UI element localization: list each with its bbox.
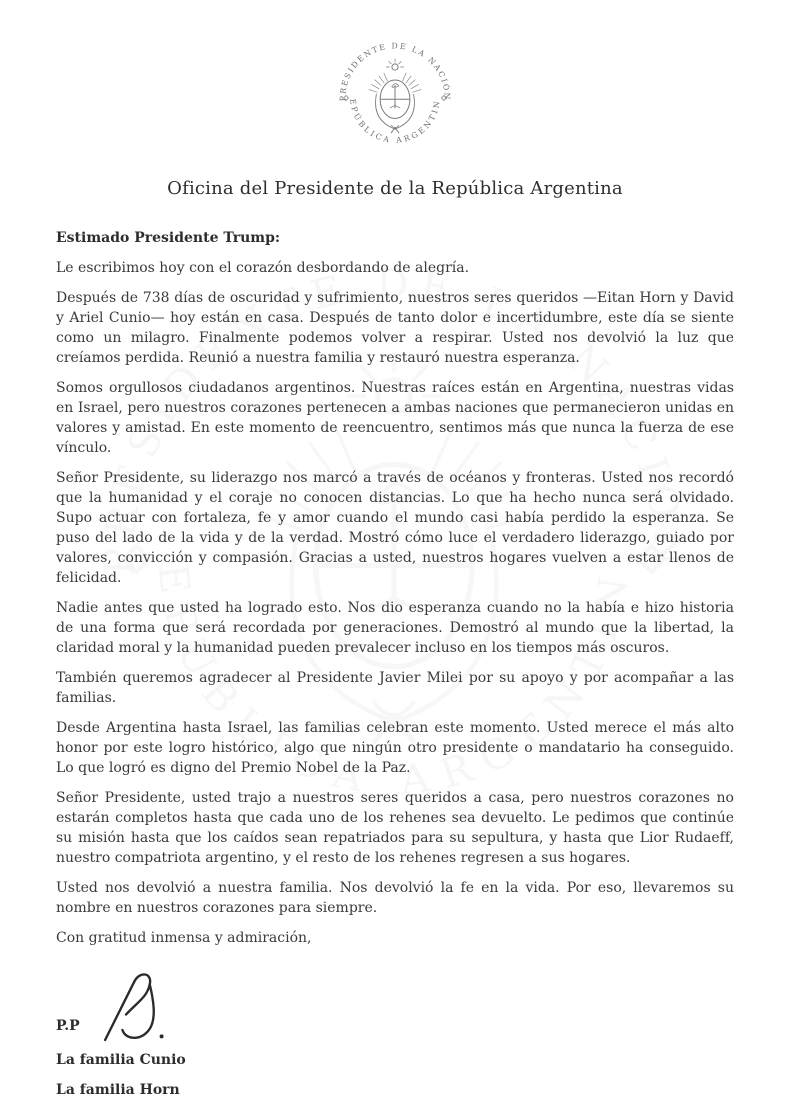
- paragraph-5: Nadie antes que usted ha logrado esto. Nos dio esperanza cuando no la había e hizo historia de una forma que será recordada por generaciones. Demostró al mundo que la libertad, la claridad moral y la humanidad pueden prevalecer incluso en los tiempos más oscuros.: [56, 600, 734, 656]
- salutation: Estimado Presidente Trump:: [56, 230, 281, 246]
- handwritten-signature: [96, 972, 178, 1046]
- family-name-horn: La familia Horn: [56, 1082, 180, 1098]
- letterhead: [0, 36, 790, 202]
- letter-body: [56, 228, 734, 1100]
- paragraph-6: También queremos agradecer al Presidente Javier Milei por su apoyo y por acompañar a las familias.: [56, 670, 734, 706]
- family-name-cunio: La familia Cunio: [56, 1052, 186, 1068]
- paragraph-9: Usted nos devolvió a nuestra familia. Nos devolvió la fe en la vida. Por eso, llevaremos su nombre en nuestros corazones para siempre.: [56, 880, 734, 916]
- paragraph-8: Señor Presidente, usted trajo a nuestros seres queridos a casa, pero nuestros corazones no estarán completos hasta que cada uno de los rehenes sea devuelto. Le pedimos que continúe su misión hasta que los caídos sean repatriados para su sepultura, y hasta que Lior Rudaeff, nuestro compatriota argentino, y el resto de los rehenes regresen a sus hogares.: [56, 790, 734, 866]
- paragraph-7: Desde Argentina hasta Israel, las familias celebran este momento. Usted merece el más alto honor por este logro histórico, algo que ningún otro presidente o mandatario ha conseguido. Lo que logró es digno del Premio Nobel de la Paz.: [56, 720, 734, 776]
- closing-line: Con gratitud inmensa y admiración,: [56, 930, 312, 946]
- paragraph-4: Señor Presidente, su liderazgo nos marcó a través de océanos y fronteras. Usted nos recordó que la humanidad y el coraje no conocen distancias. Lo que ha hecho nunca será olvidado. Supo actuar con fortaleza, fe y amor cuando el mundo casi había perdido la esperanza. Se puso del lado de la vida y de la verdad. Mostró cómo luce el verdadero liderazgo, guiado por valores, convicción y compasión. Gracias a usted, nuestros hogares vuelven a estar llenos de felicidad.: [56, 470, 734, 586]
- paragraph-3: Somos orgullosos ciudadanos argentinos. Nuestras raíces están en Argentina, nuestras vidas en Israel, pero nuestros corazones pertenecen a ambas naciones que permanecieron unidas en valores y amistad. En este momento de reencuentro, sentimos más que nunca la fuerza de ese vínculo.: [56, 380, 734, 456]
- presidential-seal-icon: [333, 36, 457, 160]
- signature-row: [56, 970, 734, 1046]
- pp-initials: P.P: [56, 1018, 80, 1034]
- paragraph-1: Le escribimos hoy con el corazón desbordando de alegría.: [56, 260, 470, 276]
- paragraph-2: Después de 738 días de oscuridad y sufrimiento, nuestros seres queridos —Eitan Horn y David y Ariel Cunio— hoy están en casa. Después de tanto dolor e incertidumbre, este día se siente como un milagro. Finalmente podemos volver a respirar. Usted nos devolvió la luz que creíamos perdida. Reunió a nuestra familia y restauró nuestra esperanza.: [56, 290, 734, 366]
- letterhead-title: Oficina del Presidente de la República Argentina: [167, 178, 623, 199]
